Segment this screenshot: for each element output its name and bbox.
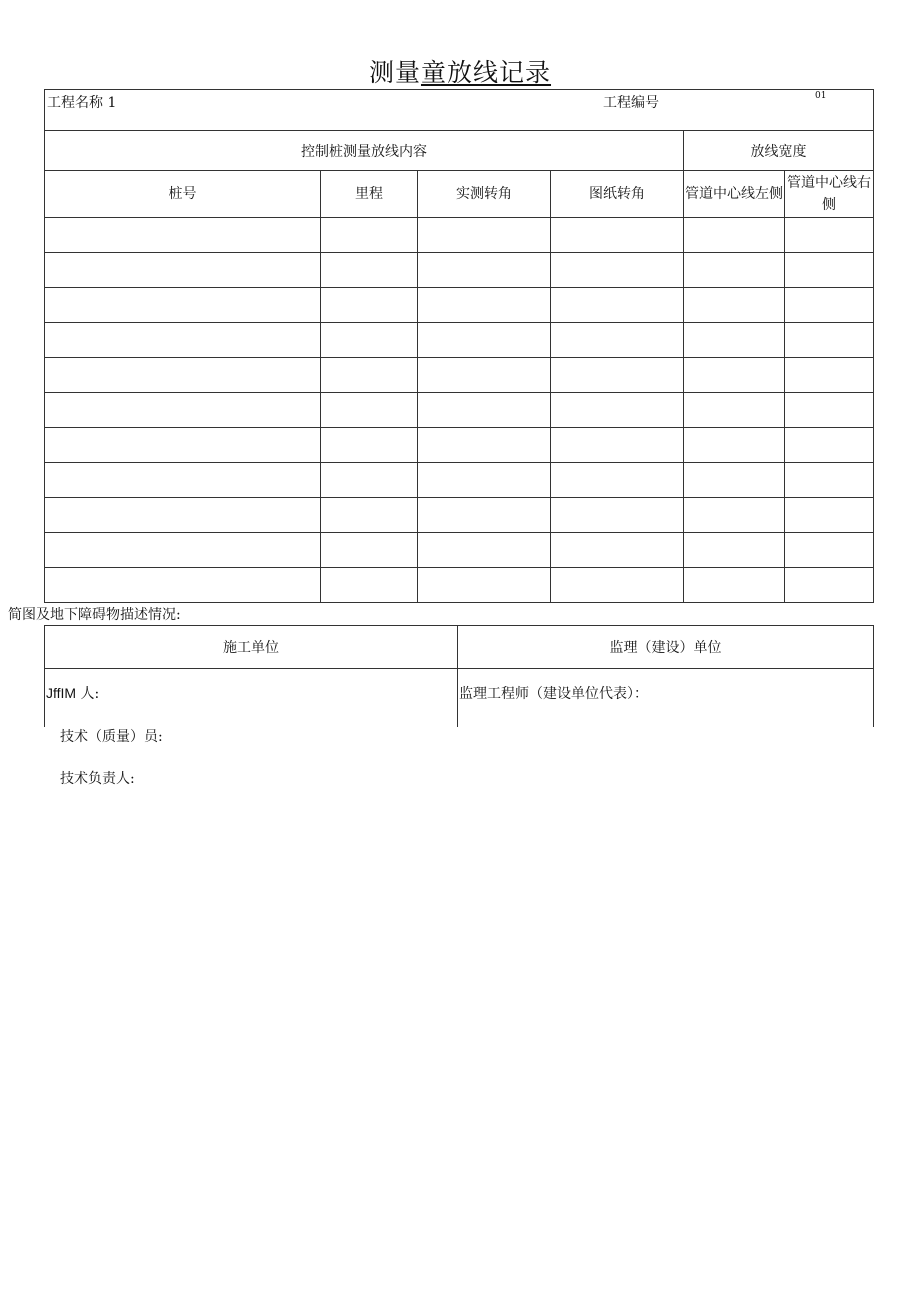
project-code-value: 01 (815, 91, 827, 101)
construction-unit-header: 施工单位 (45, 626, 458, 669)
mileage-cell[interactable] (321, 358, 418, 393)
supervision-unit-header: 监理（建设）单位 (458, 626, 874, 669)
drawing-angle-cell[interactable] (551, 323, 684, 358)
right-side-cell[interactable] (785, 323, 874, 358)
mileage-cell[interactable] (321, 533, 418, 568)
table-row (45, 218, 874, 253)
measured-angle-cell[interactable] (418, 393, 551, 428)
left-side-cell[interactable] (684, 533, 785, 568)
left-side-cell[interactable] (684, 288, 785, 323)
right-side-cell[interactable] (785, 393, 874, 428)
stake-cell[interactable] (45, 498, 321, 533)
right-side-cell[interactable] (785, 568, 874, 603)
table-row (45, 323, 874, 358)
left-side-cell[interactable] (684, 428, 785, 463)
left-side-cell[interactable] (684, 463, 785, 498)
left-side-cell[interactable] (684, 253, 785, 288)
construction-signer-suffix: 人: (76, 686, 100, 702)
project-name-label: 工程名称 1 (47, 95, 117, 111)
measured-angle-cell[interactable] (418, 288, 551, 323)
project-code-label: 工程编号 (603, 95, 659, 111)
col-header-left-side: 管道中心线左侧 (684, 171, 785, 218)
mileage-cell[interactable] (321, 393, 418, 428)
signature-table (44, 625, 874, 727)
left-side-cell[interactable] (684, 358, 785, 393)
left-side-cell[interactable] (684, 498, 785, 533)
stake-cell[interactable] (45, 568, 321, 603)
title-part-2: 童 (420, 58, 447, 87)
page-title (0, 58, 920, 88)
title-underlined-part (421, 58, 551, 87)
survey-table (44, 89, 874, 603)
right-side-cell[interactable] (785, 463, 874, 498)
measured-angle-cell[interactable] (418, 358, 551, 393)
drawing-angle-cell[interactable] (551, 498, 684, 533)
right-side-cell[interactable] (785, 358, 874, 393)
drawing-angle-cell[interactable] (551, 358, 684, 393)
right-side-cell[interactable] (785, 253, 874, 288)
mileage-cell[interactable] (321, 463, 418, 498)
table-row (45, 533, 874, 568)
construction-signer-prefix: JffIM (46, 685, 77, 701)
col-header-drawing-angle: 图纸转角 (551, 171, 684, 218)
tech-quality-label: 技术（质量）员: (60, 729, 163, 745)
stake-cell[interactable] (45, 393, 321, 428)
right-side-cell[interactable] (785, 533, 874, 568)
col-header-measured-angle: 实测转角 (418, 171, 551, 218)
stake-cell[interactable] (45, 253, 321, 288)
table-row (45, 498, 874, 533)
right-side-cell[interactable] (785, 218, 874, 253)
title-part-3: 放线记录 (447, 58, 552, 87)
stake-cell[interactable] (45, 358, 321, 393)
table-row (45, 358, 874, 393)
drawing-angle-cell[interactable] (551, 393, 684, 428)
drawing-angle-cell[interactable] (551, 253, 684, 288)
mileage-cell[interactable] (321, 498, 418, 533)
col-header-mileage: 里程 (321, 171, 418, 218)
drawing-angle-cell[interactable] (551, 428, 684, 463)
measured-angle-cell[interactable] (418, 463, 551, 498)
left-side-cell[interactable] (684, 393, 785, 428)
measured-angle-cell[interactable] (418, 323, 551, 358)
right-side-cell[interactable] (785, 428, 874, 463)
stake-cell[interactable] (45, 288, 321, 323)
right-side-cell[interactable] (785, 288, 874, 323)
table-row (45, 393, 874, 428)
sketch-description-label: 简图及地下障碍物描述情况: (8, 607, 181, 623)
measured-angle-cell[interactable] (418, 253, 551, 288)
left-side-cell[interactable] (684, 568, 785, 603)
mileage-cell[interactable] (321, 428, 418, 463)
supervision-engineer-cell[interactable]: 监理工程师（建设单位代表）： (458, 669, 874, 728)
left-side-cell[interactable] (684, 323, 785, 358)
measured-angle-cell[interactable] (418, 533, 551, 568)
stake-cell[interactable] (45, 428, 321, 463)
width-section-header: 放线宽度 (684, 131, 874, 171)
measured-angle-cell[interactable] (418, 218, 551, 253)
stake-cell[interactable] (45, 463, 321, 498)
stake-cell[interactable] (45, 323, 321, 358)
measured-angle-cell[interactable] (418, 568, 551, 603)
project-info-row (45, 90, 874, 131)
table-row (45, 288, 874, 323)
left-side-cell[interactable] (684, 218, 785, 253)
drawing-angle-cell[interactable] (551, 218, 684, 253)
drawing-angle-cell[interactable] (551, 568, 684, 603)
right-side-cell[interactable] (785, 498, 874, 533)
col-header-stake: 桩号 (45, 171, 321, 218)
control-section-header: 控制桩测量放线内容 (45, 131, 684, 171)
construction-signer-cell[interactable] (45, 669, 458, 728)
table-row (45, 428, 874, 463)
mileage-cell[interactable] (321, 253, 418, 288)
mileage-cell[interactable] (321, 218, 418, 253)
measured-angle-cell[interactable] (418, 498, 551, 533)
measured-angle-cell[interactable] (418, 428, 551, 463)
drawing-angle-cell[interactable] (551, 288, 684, 323)
stake-cell[interactable] (45, 533, 321, 568)
table-row (45, 568, 874, 603)
stake-cell[interactable] (45, 218, 321, 253)
tech-lead-label: 技术负责人: (60, 771, 135, 787)
mileage-cell[interactable] (321, 568, 418, 603)
table-row (45, 463, 874, 498)
table-row (45, 253, 874, 288)
drawing-angle-cell[interactable] (551, 463, 684, 498)
col-header-right-side: 管道中心线右侧 (785, 171, 874, 218)
mileage-cell[interactable] (321, 323, 418, 358)
mileage-cell[interactable] (321, 288, 418, 323)
title-part-1: 测量 (368, 58, 421, 87)
drawing-angle-cell[interactable] (551, 533, 684, 568)
